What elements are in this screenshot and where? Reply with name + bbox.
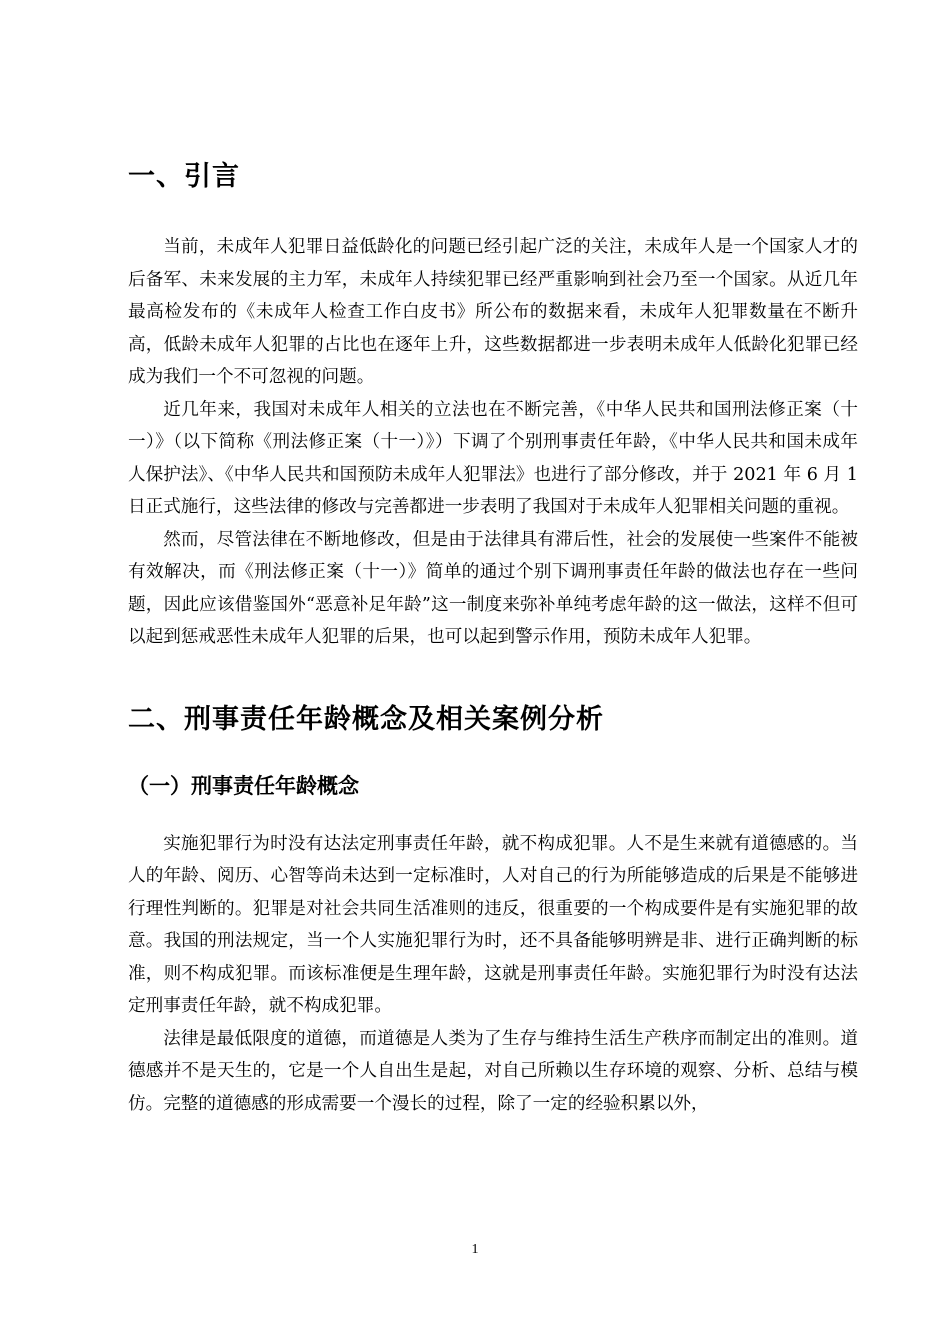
subsection-heading-criminal-age-concept: （一）刑事责任年龄概念: [128, 773, 359, 798]
paragraph: 近几年来，我国对未成年人相关的立法也在不断完善，《中华人民共和国刑法修正案（十一）》（以下简称《刑法修正案（十一）》）下调了个别刑事责任年龄，《中华人民共和国未成年人保护法》、《中华人民共和国预防未成年人犯罪法》也进行了部分修改，并于 2021 年 6 月 1 日正式施行，这些法律的修改与完善都进一步表明了我国对于未成年人犯罪相关问题的重视。: [128, 399, 858, 517]
paragraph: 法律是最低限度的道德，而道德是人类为了生存与维持生活生产秩序而制定出的准则。道德感并不是天生的，它是一个人自出生是起，对自己所赖以生存环境的观察、分析、总结与模仿。完整的道德感的形成需要一个漫长的过程，除了一定的经验积累以外，: [128, 1028, 858, 1114]
page-number: 1: [471, 1242, 479, 1257]
section-heading-introduction: 一、引言: [128, 161, 240, 192]
paragraph: 然而，尽管法律在不断地修改，但是由于法律具有滞后性，社会的发展使一些案件不能被有效解决，而《刑法修正案（十一）》简单的通过个别下调刑事责任年龄的做法也存在一些问题，因此应该借鉴国外“恶意补足年龄”这一制度来弥补单纯考虑年龄的这一做法，这样不但可以起到惩戒恶性未成年人犯罪的后果，也可以起到警示作用，预防未成年人犯罪。: [128, 529, 858, 647]
paragraph: 当前，未成年人犯罪日益低龄化的问题已经引起广泛的关注，未成年人是一个国家人才的后备军、未来发展的主力军，未成年人持续犯罪已经严重影响到社会乃至一个国家。从近几年最高检发布的《未成年人检查工作白皮书》所公布的数据来看，未成年人犯罪数量在不断升高，低龄未成年人犯罪的占比也在逐年上升，这些数据都进一步表明未成年人低龄化犯罪已经成为我们一个不可忽视的问题。: [128, 237, 858, 387]
section-heading-criminal-age-analysis: 二、刑事责任年龄概念及相关案例分析: [128, 703, 604, 735]
document-body: [128, 150, 858, 1120]
paragraph: 实施犯罪行为时没有达法定刑事责任年龄，就不构成犯罪。人不是生来就有道德感的。当人的年龄、阅历、心智等尚未达到一定标准时，人对自己的行为所能够造成的后果是不能够进行理性判断的。犯罪是对社会共同生活准则的违反，很重要的一个构成要件是有实施犯罪的故意。我国的刑法规定，当一个人实施犯罪行为时，还不具备能够明辨是非、进行正确判断的标准，则不构成犯罪。而该标准便是生理年龄，这就是刑事责任年龄。实施犯罪行为时没有达法定刑事责任年龄，就不构成犯罪。: [128, 833, 858, 1016]
